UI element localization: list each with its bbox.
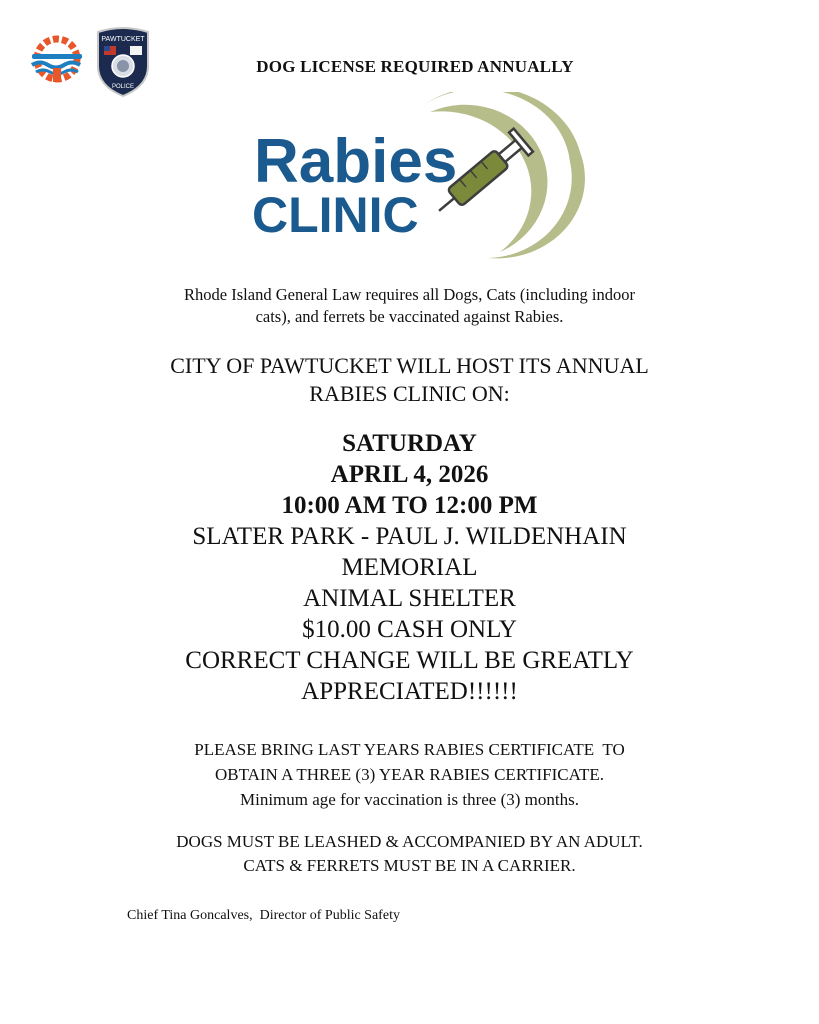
event-location-line-2: MEMORIAL	[341, 554, 478, 581]
event-change-line-2: APPRECIATED!!!!!!	[301, 678, 518, 705]
signature-line: Chief Tina Goncalves, Director of Public Safety	[127, 908, 400, 923]
animal-rules	[0, 830, 819, 878]
event-location-line-1: SLATER PARK - PAUL J. WILDENHAIN	[192, 523, 627, 550]
logo-word-rabies: Rabies	[254, 127, 458, 196]
logo-word-clinic: CLINIC	[252, 187, 419, 243]
rabies-clinic-logo	[250, 92, 586, 260]
event-day: SATURDAY	[342, 430, 477, 457]
law-line-2: cats), and ferrets be vaccinated against Rabies.	[255, 307, 564, 326]
header-title: DOG LICENSE REQUIRED ANNUALLY	[256, 57, 574, 76]
event-change-line-1: CORRECT CHANGE WILL BE GREATLY	[185, 647, 634, 674]
event-location-line-3: ANIMAL SHELTER	[303, 585, 516, 612]
police-badge-top-text: PAWTUCKET	[101, 36, 145, 43]
police-badge-bottom-text: POLICE	[111, 84, 135, 90]
event-details	[0, 428, 819, 707]
law-line-1: Rhode Island General Law requires all Dogs, Cats (including indoor	[184, 285, 635, 304]
rules-line-2: CATS & FERRETS MUST BE IN A CARRIER.	[243, 856, 576, 875]
certificate-line-2: OBTAIN A THREE (3) YEAR RABIES CERTIFICATE.	[214, 765, 605, 784]
event-time: 10:00 AM TO 12:00 PM	[281, 492, 538, 519]
rules-line-1: DOGS MUST BE LEASHED & ACCOMPANIED BY AN ADULT.	[176, 832, 643, 851]
police-badge-icon	[94, 26, 152, 98]
host-announcement	[0, 352, 819, 408]
certificate-line-3: Minimum age for vaccination is three (3) months.	[240, 790, 579, 809]
city-logo-icon	[28, 32, 86, 90]
event-date: APRIL 4, 2026	[330, 461, 489, 488]
host-line-2: RABIES CLINIC ON:	[309, 381, 510, 406]
event-price: $10.00 CASH ONLY	[302, 616, 517, 643]
host-line-1: CITY OF PAWTUCKET WILL HOST ITS ANNUAL	[170, 353, 649, 378]
certificate-line-1: PLEASE BRING LAST YEARS RABIES CERTIFICATE TO	[194, 740, 625, 759]
law-notice	[0, 284, 819, 328]
certificate-notice	[0, 737, 819, 812]
